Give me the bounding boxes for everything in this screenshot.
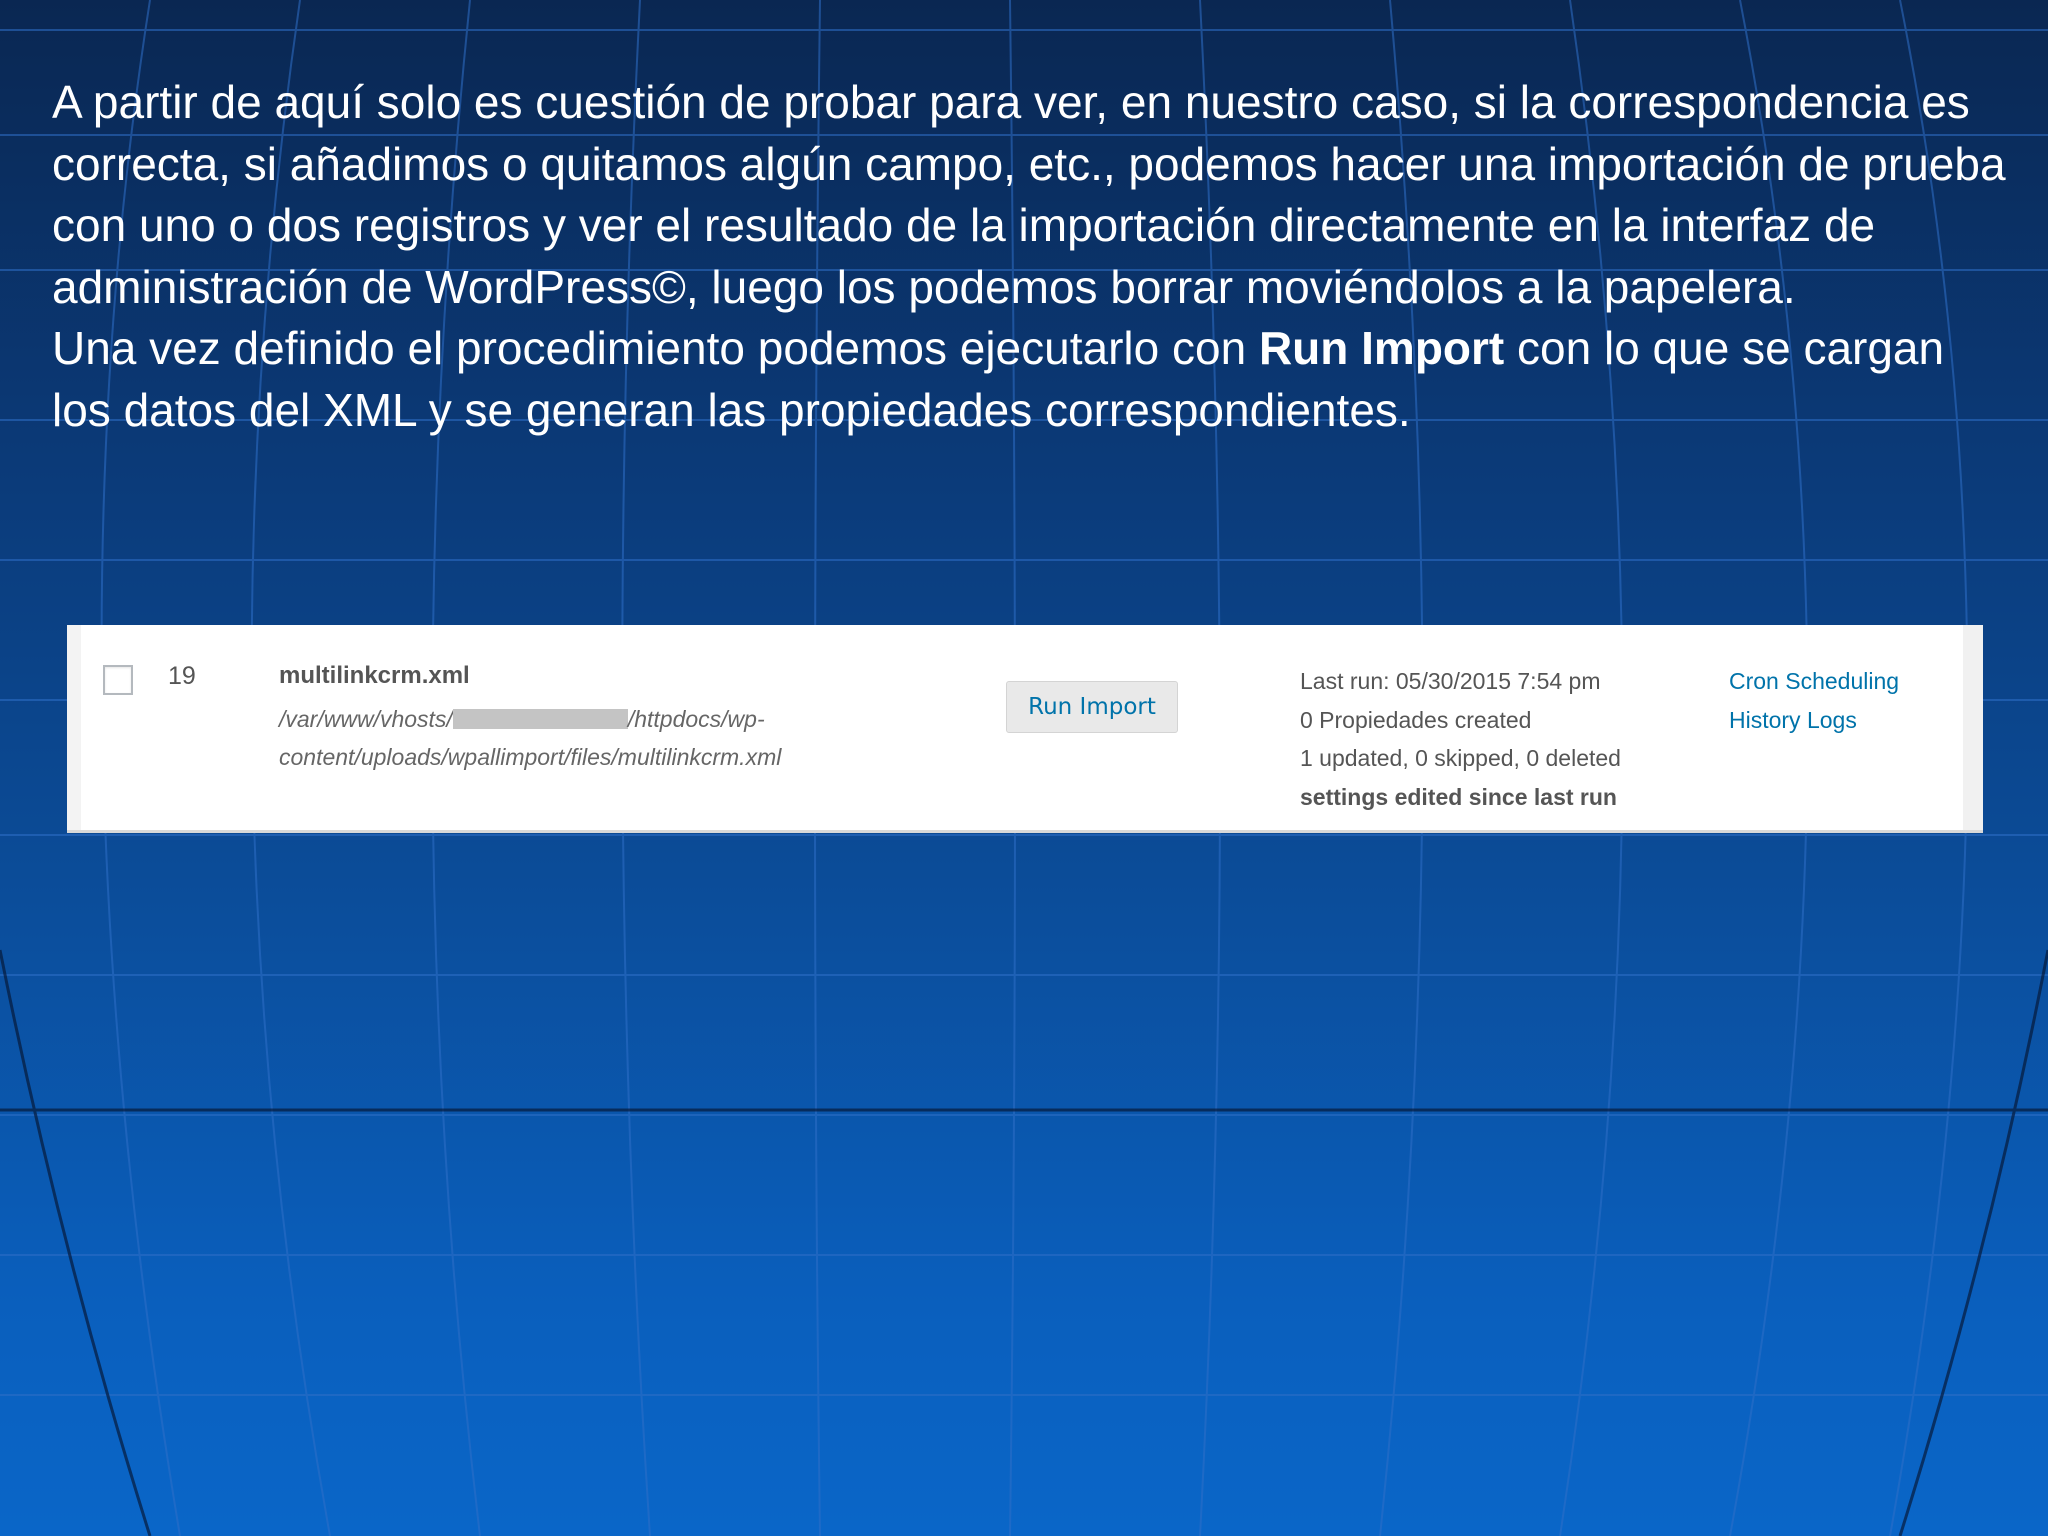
- updated-counts: 1 updated, 0 skipped, 0 deleted: [1300, 745, 1621, 771]
- row-left-border: [67, 625, 81, 830]
- import-action-links: [1729, 662, 1899, 739]
- paragraph-intro: A partir de aquí solo es cuestión de probar para ver, en nuestro caso, si la correspondencia es correcta, si añadimos o quitamos algún campo, etc., podemos hacer una importación de prueba con uno o dos registros y ver el resultado de la importación directamente en la interfaz de administración de WordPress©, luego los podemos borrar moviéndolos a la papelera.: [52, 76, 2006, 313]
- settings-edited-note: settings edited since last run: [1300, 783, 1617, 810]
- file-path-prefix: /var/www/vhosts/: [279, 706, 453, 732]
- paragraph-run-import-text-start: Una vez definido el procedimiento podemos ejecutarlo con: [52, 322, 1259, 374]
- import-file-path: [279, 700, 919, 776]
- run-import-button[interactable]: Run Import: [1006, 681, 1178, 733]
- import-file-name: multilinkcrm.xml: [279, 662, 470, 689]
- row-select-checkbox[interactable]: [103, 665, 133, 695]
- cron-scheduling-link[interactable]: Cron Scheduling: [1729, 668, 1900, 694]
- redacted-path-segment: [453, 709, 628, 729]
- run-import-emphasis: Run Import: [1258, 322, 1505, 374]
- paragraph-run-import-text-end: con lo que se cargan los datos del XML y se generan las propiedades correspondientes.: [52, 322, 1945, 436]
- file-path-suffix: /httpdocs/wp-content/uploads/wpallimport/files/multilinkcrm.xml: [279, 706, 782, 770]
- slide-body-text: [52, 72, 2012, 441]
- row-right-border: [1963, 625, 1983, 830]
- import-id: 19: [168, 662, 196, 690]
- import-status-info: [1300, 662, 1621, 816]
- history-logs-link[interactable]: History Logs: [1729, 706, 1857, 733]
- created-count: 0 Propiedades created: [1300, 706, 1532, 733]
- paragraph-run-import: [52, 318, 2012, 441]
- last-run-text: Last run: 05/30/2015 7:54 pm: [1300, 668, 1601, 694]
